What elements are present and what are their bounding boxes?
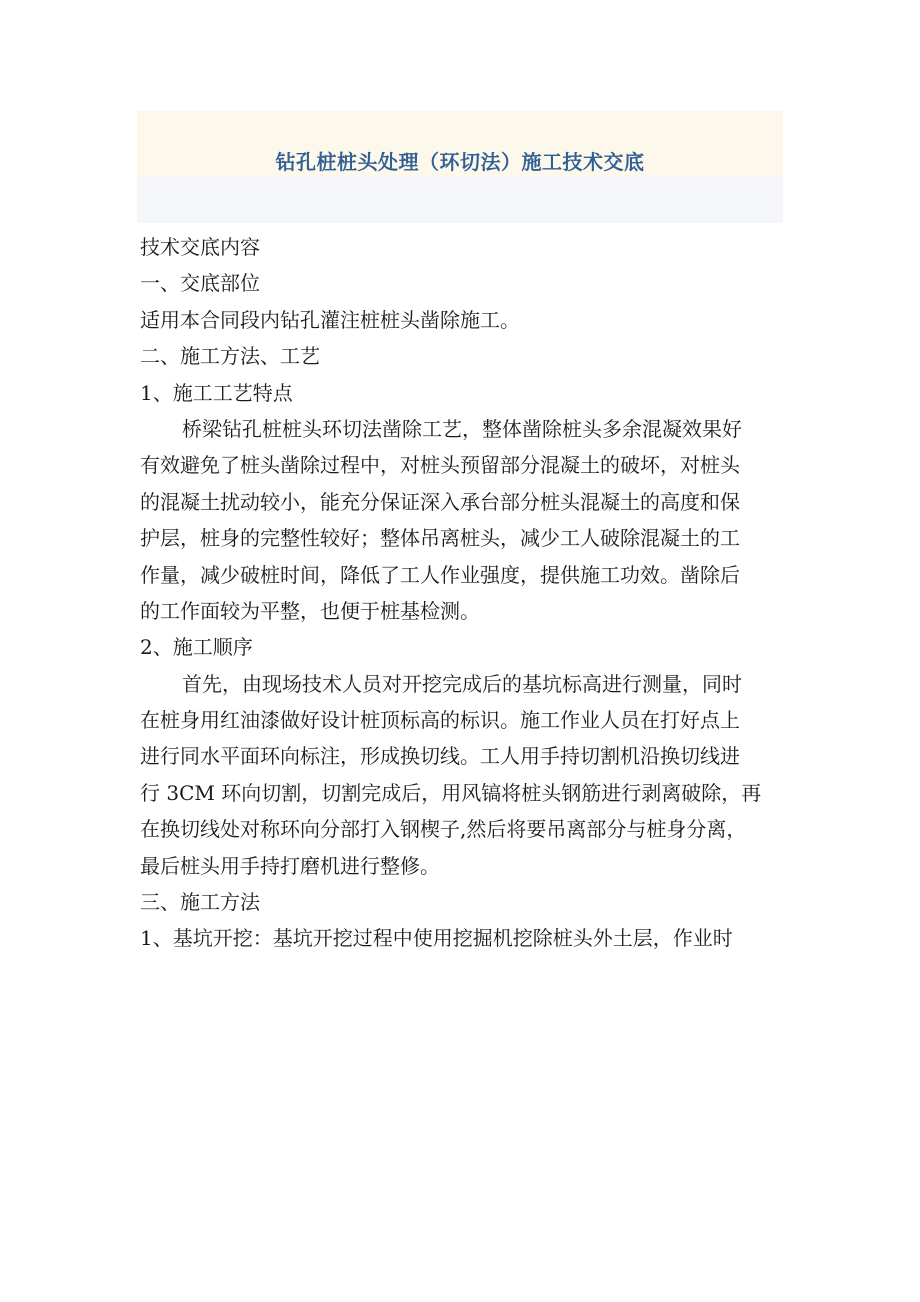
text-line: 技术交底内容 (140, 235, 260, 259)
text-line: 1、基坑开挖：基坑开挖过程中使用挖掘机挖除桩头外土层，作业时 (140, 926, 733, 951)
text-line: 进行同水平面环向标注，形成换切线。工人用手持切割机沿换切线进 (140, 744, 740, 769)
text-line: 桥梁钻孔桩桩头环切法凿除工艺，整体凿除桩头多余混凝效果好 (182, 416, 742, 441)
text-line: 的混凝土扰动较小，能充分保证深入承台部分桩头混凝土的高度和保 (140, 489, 740, 514)
text-line: 首先，由现场技术人员对开挖完成后的基坑标高进行测量，同时 (182, 671, 742, 696)
text-line: 2、施工顺序 (140, 635, 253, 660)
document-title: 钻孔桩桩头处理（环切法）施工技术交底 (275, 150, 645, 174)
text-line: 二、施工方法、工艺 (140, 344, 320, 369)
text-line: 护层，桩身的完整性较好；整体吊离桩头，减少工人破除混凝土的工 (140, 526, 740, 551)
text-line: 的工作面较为平整，也便于桩基检测。 (140, 598, 480, 623)
text-line: 1、施工工艺特点 (140, 380, 293, 405)
text-line: 在换切线处对称环向分部打入钢楔子,然后将要吊离部分与桩身分离， (140, 817, 747, 842)
text-line: 适用本合同段内钻孔灌注桩桩头凿除施工。 (140, 307, 520, 332)
text-line: 在桩身用红油漆做好设计桩顶标高的标识。施工作业人员在打好点上 (140, 708, 740, 733)
text-line: 行 3CM 环向切割，切割完成后，用风镐将桩头钢筋进行剥离破除，再 (140, 780, 762, 805)
text-line: 一、交底部位 (140, 271, 260, 296)
text-line: 作量，减少破桩时间，降低了工人作业强度，提供施工功效。凿除后 (140, 562, 740, 587)
text-line: 最后桩头用手持打磨机进行整修。 (140, 853, 440, 878)
document-body (140, 229, 788, 957)
text-line: 有效避免了桩头凿除过程中，对桩头预留部分混凝土的破坏，对桩头 (140, 453, 740, 478)
text-line: 三、施工方法 (140, 890, 260, 915)
